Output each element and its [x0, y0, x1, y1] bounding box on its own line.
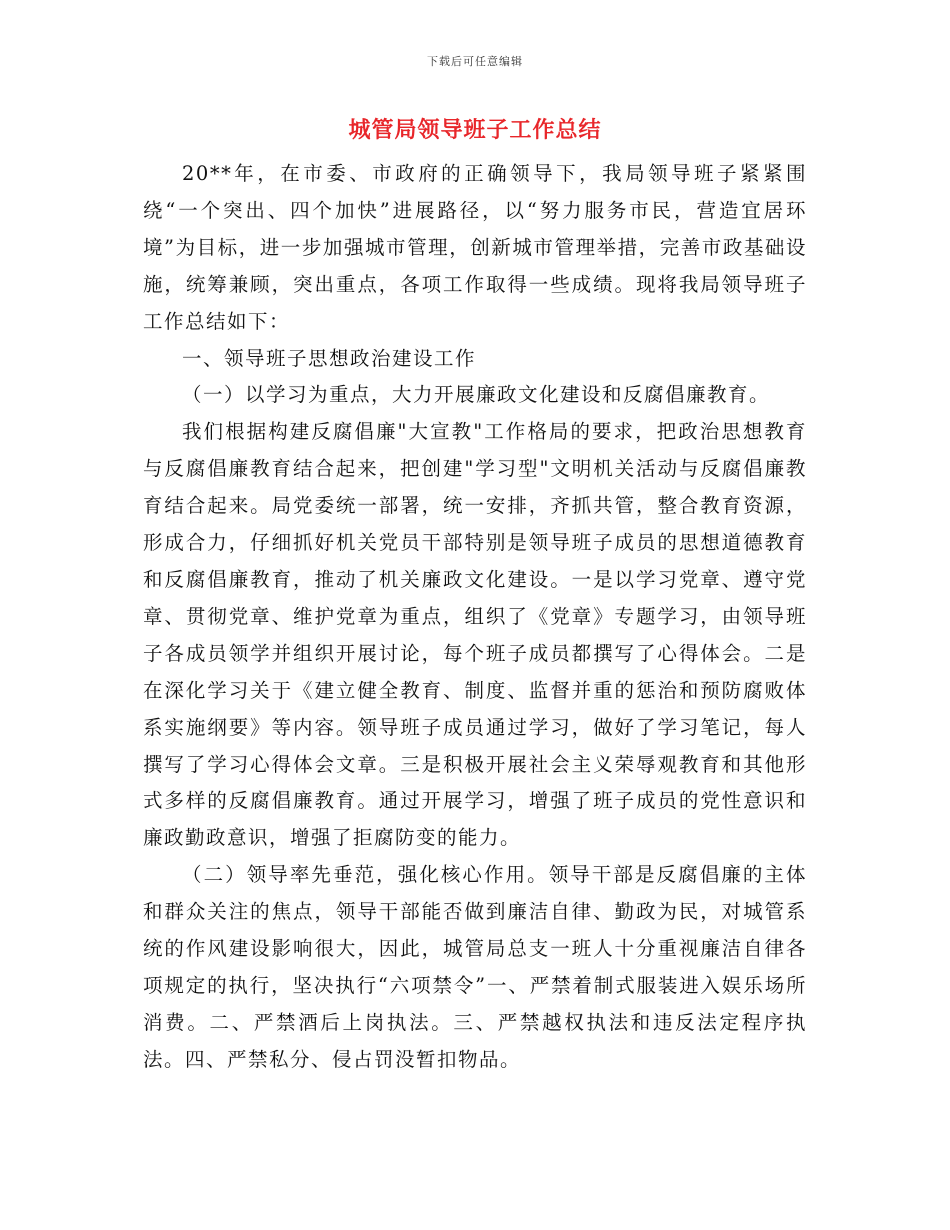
subsection-heading: （一）以学习为重点，大力开展廉政文化建设和反腐倡廉教育。 [182, 383, 771, 407]
section-heading: 一、领导班子思想政治建设工作 [182, 346, 477, 370]
header-note: 下载后可任意编辑 [427, 55, 523, 68]
intro-paragraph: 20**年，在市委、市政府的正确领导下，我局领导班子紧紧围绕“一个突出、四个加快”进展路径，以“努力服务市民，营造宜居环境”为目标，进一步加强城市管理，创新城市管理举措，完善市政基础设施，统筹兼顾，突出重点，各项工作取得一些成绩。现将我局领导班子工作总结如下： [143, 162, 807, 333]
body-paragraph: （二）领导率先垂范，强化核心作用。领导干部是反腐倡廉的主体和群众关注的焦点，领导干部能否做到廉洁自律、勤政为民，对城管系统的作风建设影响很大，因此，城管局总支一班人十分重视廉洁自律各项规定的执行，坚决执行“六项禁令”一、严禁着制式服装进入娱乐场所消费。二、严禁酒后上岗执法。三、严禁越权执法和违反法定程序执法。四、严禁私分、侵占罚没暂扣物品。 [143, 863, 807, 1071]
document-body [143, 156, 807, 1079]
body-paragraph: 我们根据构建反腐倡廉"大宣教"工作格局的要求，把政治思想教育与反腐倡廉教育结合起来，把创建"学习型"文明机关活动与反腐倡廉教育结合起来。局党委统一部署，统一安排，齐抓共管，整合教育资源，形成合力，仔细抓好机关党员干部特别是领导班子成员的思想道德教育和反腐倡廉教育，推动了机关廉政文化建设。一是以学习党章、遵守党章、贯彻党章、维护党章为重点，组织了《党章》专题学习，由领导班子各成员领学并组织开展讨论，每个班子成员都撰写了心得体会。二是在深化学习关于《建立健全教育、制度、监督并重的惩治和预防腐败体系实施纲要》等内容。领导班子成员通过学习，做好了学习笔记，每人撰写了学习心得体会文章。三是积极开展社会主义荣辱观教育和其他形式多样的反腐倡廉教育。通过开展学习，增强了班子成员的党性意识和廉政勤政意识，增强了拒腐防变的能力。 [143, 420, 807, 850]
document-title: 城管局领导班子工作总结 [348, 117, 602, 143]
